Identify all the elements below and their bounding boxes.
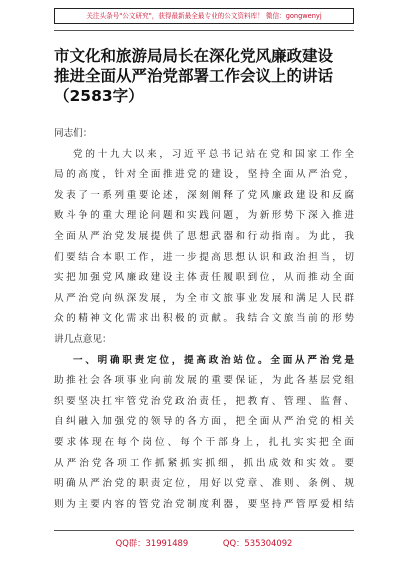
header-banner: 关注头条号"公文研究"，获得最新最全最专业的公文资料库！ 微信：gongwenyj bbox=[54, 8, 354, 24]
title-line: 推进全面从严治党部署工作会议上的讲话 bbox=[54, 67, 334, 85]
body-line: 败斗争的重大理论问题和实践问题，为新形势下深入推进 bbox=[54, 210, 354, 222]
section-heading-line: 一、明确职责定位，提高政治站位。全面从严治党是 bbox=[73, 354, 354, 366]
body-line: 全面从严治党发展提供了思想武器和行动指南。为此，我 bbox=[54, 230, 354, 242]
body-line: 们要结合本职工作，进一步提高思想认识和政治担当，切 bbox=[54, 251, 354, 263]
body-line: 要求体现在每个岗位、每个干部身上，扎扎实实把全面 bbox=[54, 436, 354, 448]
title-line: 市文化和旅游局局长在深化党风廉政建设 bbox=[54, 47, 334, 65]
footer-qq-contact: QQ：535304092 bbox=[222, 538, 293, 548]
body-line: 从严治党向纵深发展，为全市文旅事业发展和满足人民群 bbox=[54, 292, 354, 304]
document-body bbox=[54, 124, 354, 515]
body-line: 则为主要内容的管党治党制度利器，要坚持严管厚爱相结 bbox=[54, 498, 354, 510]
body-line: 明确从严治党的职责定位，用好以党章、准则、条例、规 bbox=[54, 478, 354, 490]
top-divider bbox=[54, 30, 354, 31]
body-line: 实把加强党风廉政建设主体责任履职到位，从而推动全面 bbox=[54, 272, 354, 284]
body-line: 助推社会各项事业向前发展的重要保证，为此各基层党组 bbox=[54, 375, 354, 387]
body-line: 讲几点意见： bbox=[54, 333, 112, 345]
body-line: 自纠融入加强党的领导的各方面，把全面从严治党的相关 bbox=[54, 416, 354, 428]
body-line: 发表了一系列重要论述，深刻阐释了党风廉政建设和反腐 bbox=[54, 189, 354, 201]
salutation: 同志们： bbox=[54, 128, 93, 139]
document-title bbox=[54, 46, 364, 106]
body-line: 从严治党各项工作抓紧抓实抓细，抓出成效和实效。要 bbox=[54, 457, 354, 469]
page-footer bbox=[54, 534, 354, 552]
body-line: 众的精神文化需求出积极的贡献。我结合文旅当前的形势 bbox=[54, 313, 354, 325]
title-line: （2583字） bbox=[54, 87, 144, 105]
body-line: 党的十九大以来，习近平总书记站在党和国家工作全 bbox=[73, 148, 354, 160]
bottom-divider bbox=[54, 530, 354, 531]
body-line: 织要坚决扛牢管党治党政治责任，把教育、管理、监督、 bbox=[54, 395, 354, 407]
body-line: 局的高度，针对全面推进党的建设，坚持全面从严治党， bbox=[54, 169, 354, 181]
footer-qq-group: QQ群：31991489 bbox=[115, 538, 189, 548]
